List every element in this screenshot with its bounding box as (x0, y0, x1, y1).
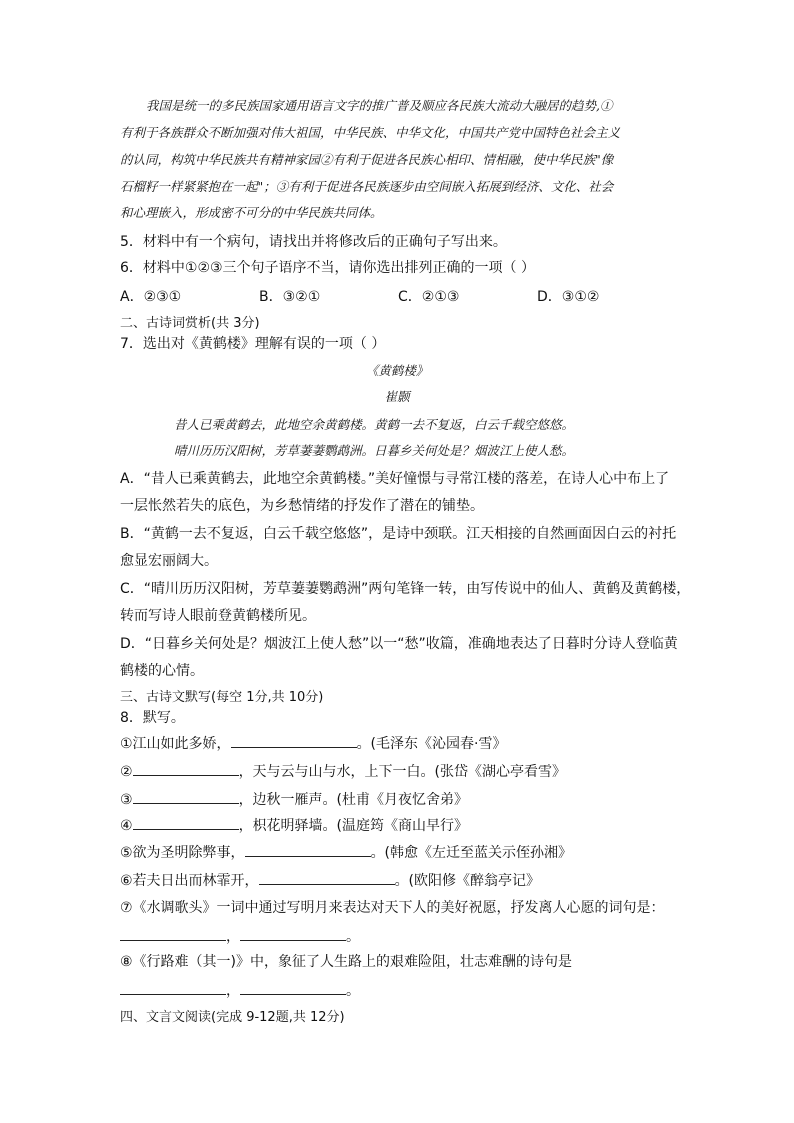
dictation-item (120, 870, 540, 891)
answer-blank[interactable] (240, 926, 346, 941)
question-8: 8．默写。 (120, 710, 185, 726)
q7-option-a: A．“昔人已乘黄鹤去，此地空余黄鹤楼。”美好憧憬与寻常江楼的落差，在诗人心中布上了 (120, 471, 670, 487)
punctuation: 。 (346, 929, 360, 945)
dictation-prefix: ④ (120, 818, 133, 834)
q7-option-a-cont: 一层怅然若失的底色，为乡愁情绪的抒发作了潜在的铺垫。 (120, 498, 484, 514)
dictation-prefix: ⑤欲为圣明除弊事， (120, 845, 245, 861)
q7-option-d-cont: 鹤楼的心情。 (120, 663, 204, 679)
poem-author: 崔颢 (384, 389, 410, 404)
poem-line: 晴川历历汉阳树，芳草萋萋鹦鹉洲。日暮乡关何处是？烟波江上使人愁。 (174, 443, 575, 458)
section-heading: 三、古诗文默写(每空 1分,共 10分) (120, 690, 324, 705)
q7-option-b: B．“黄鹤一去不复返，白云千载空悠悠”，是诗中颈联。江天相接的自然画面因白云的衬托 (120, 526, 677, 542)
dictation-prefix: ⑥若夫日出而林霏开， (120, 873, 259, 889)
answer-blank[interactable] (133, 815, 239, 830)
dictation-item (120, 815, 468, 836)
dictation-suffix: ，天与云与山与水，上下一白。(张岱《湖心亭看雪》 (238, 764, 567, 780)
dictation-suffix: 。(欧阳修《醉翁亭记》 (394, 873, 541, 889)
dictation-item (120, 789, 468, 810)
dictation-item-8: ⑧《行路难（其一)》中，象征了人生路上的艰难险阻，壮志难酬的诗句是 (120, 954, 573, 970)
dictation-suffix: 。(韩愈《左迁至蓝关示侄孙湘》 (370, 845, 573, 861)
poem-title: 《黄鹤楼》 (365, 363, 429, 378)
answer-blank[interactable] (133, 761, 239, 776)
dictation-suffix: ，枳花明驿墙。(温庭筠《商山早行》 (238, 818, 469, 834)
question-6: 6．材料中①②③三个句子语序不当，请你选出排列正确的一项（ ） (120, 260, 536, 276)
question-5: 5．材料中有一个病句，请找出并将修改后的正确句子写出来。 (120, 234, 507, 250)
dictation-suffix: ，边秋一雁声。(杜甫《月夜忆舍弟》 (238, 792, 469, 808)
dictation-suffix: 。(毛泽东《沁园春·雪》 (356, 736, 507, 752)
section-heading: 二、古诗词赏析(共 3分) (120, 316, 260, 331)
q7-option-c: C．“晴川历历汉阳树，芳草萋萋鹦鹉洲”两句笔锋一转，由写传说中的仙人、黄鹤及黄鹤楼， (120, 581, 691, 597)
material-line: 石榴籽一样紧紧抱在一起"；③有利于促进各民族逐步由空间嵌入拓展到经济、文化、社会 (120, 179, 614, 194)
poem-line: 昔人已乘黄鹤去，此地空余黄鹤楼。黄鹤一去不复返，白云千载空悠悠。 (174, 417, 575, 432)
dictation-prefix: ①江山如此多娇， (120, 736, 231, 752)
q6-option-d: D．③①② (537, 289, 600, 305)
question-7: 7．选出对《黄鹤楼》理解有误的一项（ ） (120, 336, 386, 352)
material-line: 我国是统一的多民族国家通用语言文字的推广普及顺应各民族大流动大融居的趋势,① (146, 98, 613, 113)
dictation-item (120, 761, 566, 782)
q7-option-c-cont: 转而写诗人眼前登黄鹤楼所见。 (120, 608, 316, 624)
punctuation: ， (226, 929, 240, 945)
material-line: 的认同，构筑中华民族共有精神家园②有利于促进各民族心相印、情相融，使中华民族"像 (120, 152, 614, 167)
q6-option-b: B．③②① (259, 289, 321, 305)
answer-blank[interactable] (240, 980, 346, 995)
punctuation: ， (226, 983, 240, 999)
dictation-prefix: ③ (120, 792, 133, 808)
answer-blank[interactable] (120, 926, 226, 941)
dictation-answer-line (120, 980, 360, 1001)
dictation-prefix: ② (120, 764, 133, 780)
q6-option-a: A．②③① (120, 289, 182, 305)
answer-blank[interactable] (245, 842, 371, 857)
q7-option-b-cont: 愈显宏丽阔大。 (120, 553, 218, 569)
dictation-item (120, 842, 572, 863)
answer-blank[interactable] (259, 870, 395, 885)
q6-option-c: C．②①③ (398, 289, 460, 305)
answer-blank[interactable] (120, 980, 226, 995)
material-line: 有利于各族群众不断加强对伟大祖国，中华民族、中华文化，中国共产党中国特色社会主义 (120, 125, 621, 140)
punctuation: 。 (346, 983, 360, 999)
answer-blank[interactable] (231, 733, 357, 748)
q7-option-d: D．“日暮乡关何处是？烟波江上使人愁”以一“愁”收篇，准确地表达了日暮时分诗人登临黄 (120, 636, 678, 652)
dictation-item-7: ⑦《水调歌头》一词中通过写明月来表达对天下人的美好祝愿，抒发离人心愿的词句是： (120, 900, 665, 916)
material-line: 和心理嵌入，形成密不可分的中华民族共同体。 (120, 205, 383, 220)
answer-blank[interactable] (133, 789, 239, 804)
section-heading: 四、文言文阅读(完成 9-12题,共 12分) (120, 1010, 345, 1025)
dictation-item (120, 733, 506, 754)
dictation-answer-line (120, 926, 360, 947)
